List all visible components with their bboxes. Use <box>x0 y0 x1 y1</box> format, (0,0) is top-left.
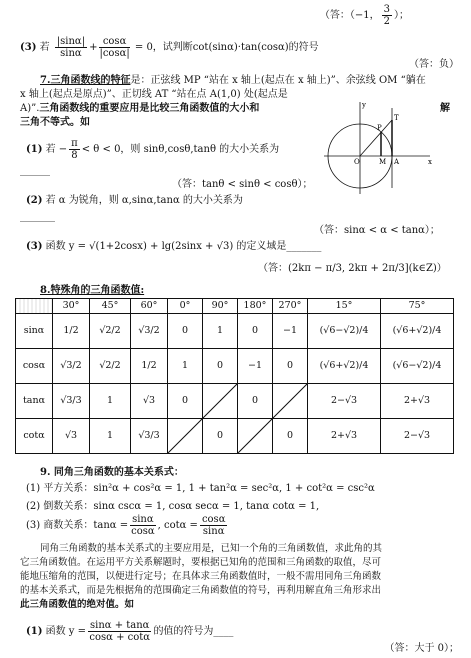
table-cell: 2+√3 <box>308 419 381 454</box>
table-cell: (√6+√2)/4 <box>381 314 454 349</box>
table-cell <box>168 419 203 454</box>
header-cell: 180° <box>238 299 273 314</box>
header-cell: 30° <box>53 299 90 314</box>
s9-line-3 <box>26 514 229 537</box>
denominator: 2 <box>383 16 390 27</box>
question-3 <box>20 36 319 59</box>
table-row <box>16 349 454 384</box>
undefined-slash <box>273 384 307 418</box>
blank-1: ______ <box>20 165 50 176</box>
label-A: A <box>394 158 400 166</box>
row-header-cell: cotα <box>16 419 53 454</box>
fraction <box>88 620 151 643</box>
text: 平方关系：sin²α + cos²α = 1, 1 + tan²α = sec²α, 1 + cot²α = csc²α <box>43 483 375 494</box>
item-label: (3) <box>26 520 41 531</box>
table-cell <box>273 384 308 419</box>
undefined-slash <box>203 384 237 418</box>
question-text: 若 α 为锐角，则 α,sinα,tanα 的大小关系为 <box>45 195 243 206</box>
section-title: 7.三角函数线的特征 <box>40 75 131 86</box>
header-cell: 15° <box>308 299 381 314</box>
item-label: (1) <box>26 483 41 494</box>
table-cell: 1/2 <box>131 349 168 384</box>
special-angles-table <box>15 298 454 454</box>
paragraph-line: 它三角函数值。在运用平方关系解题时，要根据已知角的范围和三角函数的取值，尽可 <box>20 557 382 568</box>
row-header-cell: cosα <box>16 349 53 384</box>
table-header-row <box>16 299 454 314</box>
undefined-slash <box>238 419 272 453</box>
header-cell: 60° <box>131 299 168 314</box>
denominator: 8 <box>71 150 78 161</box>
table-cell: √3/3 <box>53 384 90 419</box>
answer-s7-2: （答：sinα < α < tanα）； <box>314 225 440 236</box>
table-cell: 1 <box>90 419 131 454</box>
section-8-title: 8.特殊角的三角函数值: <box>40 285 145 296</box>
s9-line-1 <box>26 482 375 496</box>
numerator: cosα <box>99 36 129 48</box>
question-text: 的值的符号为____ <box>153 626 234 637</box>
table-cell: 0 <box>273 419 308 454</box>
table-cell: 0 <box>273 349 308 384</box>
s7-q3 <box>26 240 321 254</box>
undefined-slash <box>168 419 202 453</box>
table-cell: √3 <box>53 419 90 454</box>
unit-circle-figure <box>318 98 438 196</box>
table-cell: √3 <box>131 384 168 419</box>
explanation-paragraph <box>20 542 460 612</box>
terminal-ray <box>360 120 392 156</box>
s7-q1 <box>26 138 279 161</box>
numerator: sinα + tanα <box>90 620 150 631</box>
denominator: cosα + cotα <box>89 632 151 643</box>
question-text: = 0，试判断cot(sinα)·tan(cosα)的符号 <box>134 42 319 53</box>
question-label: (3) <box>26 241 43 252</box>
table-cell: (√6+√2)/4 <box>308 349 381 384</box>
section-9-title: 9. 同角三角函数的基本关系式： <box>40 467 184 478</box>
table-cell: 0 <box>168 314 203 349</box>
numerator: cosα <box>201 514 226 525</box>
table-row <box>16 384 454 419</box>
answer-s7-1: （答：tanθ < sinθ < cosθ）； <box>172 179 313 190</box>
header-cell <box>16 299 53 314</box>
question-label: (3) <box>20 42 37 53</box>
table-row <box>16 314 454 349</box>
answer-end: ）； <box>394 10 409 21</box>
answer-1 <box>320 4 409 27</box>
numerator: |sinα| <box>56 36 86 47</box>
header-cell: 90° <box>203 299 238 314</box>
text-bold: 三角函数线的重要应用是比较三角函数值的大小和 <box>39 103 260 114</box>
question-text: < θ < 0，则 sinθ,cosθ,tanθ 的大小关系为 <box>81 144 280 155</box>
text: A)”. <box>20 103 40 114</box>
table-cell: 0 <box>203 349 238 384</box>
table-cell: 0 <box>238 314 273 349</box>
table-cell: −1 <box>238 349 273 384</box>
denominator: sinα <box>202 526 225 537</box>
numerator: sinα <box>132 514 154 525</box>
text: 是：正弦线 MP “站在 x 轴上(起点在 x 轴上)”、余弦线 OM “躺在 <box>130 75 426 86</box>
table-cell: √3/3 <box>131 419 168 454</box>
row-header-cell: sinα <box>16 314 53 349</box>
table-row <box>16 419 454 454</box>
question-text: 若 − <box>45 144 68 155</box>
table-cell: 1 <box>203 314 238 349</box>
fraction <box>55 36 87 59</box>
label-P: P <box>377 124 382 132</box>
fraction <box>200 514 228 537</box>
item-label: (2) <box>26 501 41 512</box>
s9-q1 <box>26 620 233 643</box>
table-cell: 0 <box>203 419 238 454</box>
table-cell: (√6−√2)/4 <box>381 349 454 384</box>
s7-q2 <box>26 194 243 208</box>
fraction <box>382 4 392 27</box>
header-cell: 75° <box>381 299 454 314</box>
denominator: |cosα| <box>99 48 130 59</box>
question-text: 函数 y = <box>45 626 86 637</box>
text: , cotα = <box>157 520 198 531</box>
s7-line-3 <box>20 102 320 116</box>
s7-line-3-end: 解 <box>440 103 450 114</box>
table-cell: 2−√3 <box>381 419 454 454</box>
table-cell: √2/2 <box>90 314 131 349</box>
label-y: y <box>362 101 366 109</box>
question-label: (1) <box>26 144 43 155</box>
question-text: 若 <box>39 42 50 53</box>
label-T: T <box>394 114 399 122</box>
label-x: x <box>428 158 432 166</box>
header-cell: 45° <box>90 299 131 314</box>
table-cell <box>238 419 273 454</box>
row-header-cell: tanα <box>16 384 53 419</box>
fraction <box>69 138 80 161</box>
table-cell: 0 <box>238 384 273 419</box>
question-text: 函数 y = √(1+2cosx) + lg(2sinx + √3) 的定义域是_______ <box>45 241 322 252</box>
fraction <box>130 514 156 537</box>
answer-s9-1: （答：大于 0）； <box>384 643 459 654</box>
s9-line-2 <box>26 500 319 514</box>
table-cell: 1 <box>168 349 203 384</box>
table-cell: 2+√3 <box>381 384 454 419</box>
table-cell: 1 <box>90 384 131 419</box>
label-O: O <box>354 158 360 166</box>
table-cell: 1/2 <box>53 314 90 349</box>
table-cell: −1 <box>273 314 308 349</box>
blank-2: _______ <box>20 211 55 222</box>
header-cell: 270° <box>273 299 308 314</box>
paragraph-line: 同角三角函数的基本关系式的主要应用是，已知一个角的三角函数值，求此角的其 <box>40 543 383 554</box>
s7-line-2: x 轴上(起点是原点)”、正切线 AT “站在点 A(1,0) 处(起点是 <box>20 89 288 100</box>
table-cell <box>203 384 238 419</box>
table-cell: 0 <box>168 384 203 419</box>
numerator: π <box>71 138 78 149</box>
table-cell: √2/2 <box>90 349 131 384</box>
answer-text: （答：（−1， <box>319 10 380 21</box>
denominator: cosα <box>131 526 155 537</box>
header-cell: 0° <box>168 299 203 314</box>
table-cell: √3/2 <box>131 314 168 349</box>
paragraph-line: 此三角函数值的绝对值。如 <box>20 599 135 610</box>
paragraph-line: 的基本关系式，而是先根据角的范围确定三角函数值的符号，再利用解直角三角形求出 <box>20 585 382 596</box>
table-cell: 2−√3 <box>308 384 381 419</box>
text: 商数关系：tanα = <box>43 520 129 531</box>
s7-line-1 <box>40 74 426 88</box>
label-M: M <box>379 158 387 166</box>
plus-sign: + <box>89 42 98 53</box>
fraction <box>99 36 129 59</box>
table-cell: √3/2 <box>53 349 90 384</box>
question-label: (2) <box>26 195 43 206</box>
answer-2: （答：负） <box>409 59 459 70</box>
table-cell: (√6−√2)/4 <box>308 314 381 349</box>
paragraph-line: 能地压缩角的范围，以便进行定号；在具体求三角函数值时，一般不需用同角三角函数 <box>20 571 382 582</box>
denominator: sinα <box>60 48 82 59</box>
answer-s7-3: （答：(2kπ − π/3, 2kπ + 2π/3](k∈Z)） <box>258 263 447 274</box>
question-label: (1) <box>26 626 43 637</box>
s7-line-4: 三角不等式。如 <box>20 117 90 128</box>
text: 倒数关系：sinα cscα = 1, cosα secα = 1, tanα cotα = 1, <box>43 501 320 512</box>
numerator: 3 <box>383 4 390 15</box>
